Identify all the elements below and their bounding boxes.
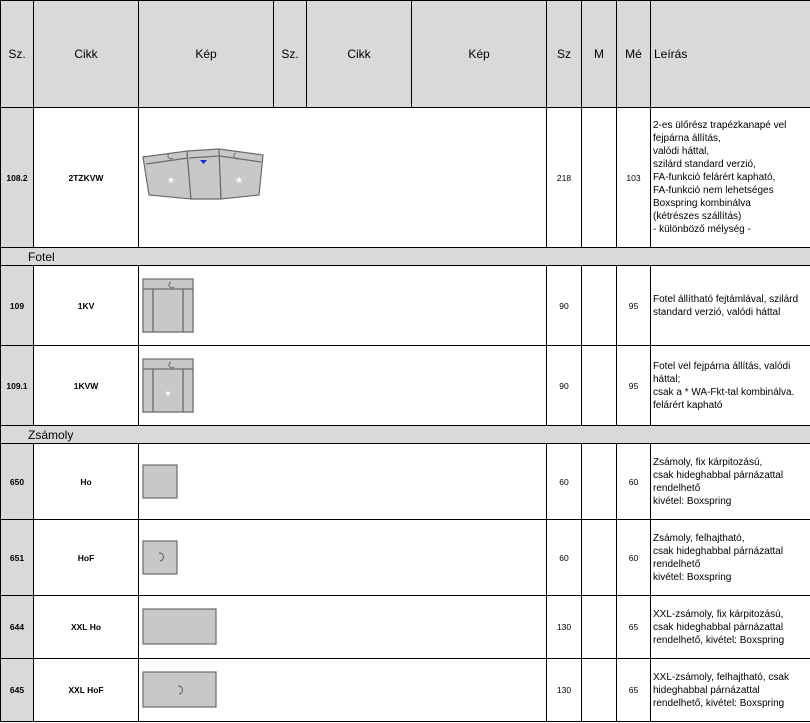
section-title: Fotel bbox=[1, 248, 810, 266]
item-depth: 103 bbox=[617, 108, 651, 248]
item-description: XXL-zsámoly, fix kárpitozású, csak hideghabbal párnázattal rendelhető, kivétel: Boxspring bbox=[651, 596, 810, 659]
item-code: 109 bbox=[1, 266, 34, 346]
table-row bbox=[1, 266, 810, 346]
item-article: XXL Ho bbox=[34, 596, 139, 659]
item-code: 644 bbox=[1, 596, 34, 659]
item-code: 108.2 bbox=[1, 108, 34, 248]
table-row bbox=[1, 108, 810, 248]
item-description: Fotel állítható fejtámlával, szilárd standard verzió, valódi háttal bbox=[651, 266, 810, 346]
item-code: 109.1 bbox=[1, 346, 34, 426]
trapezoid-two-seat-sofa-icon bbox=[141, 147, 271, 209]
item-width: 218 bbox=[547, 108, 582, 248]
table-row bbox=[1, 520, 810, 596]
item-article: 2TZKVW bbox=[34, 108, 139, 248]
header-sz: Sz. bbox=[1, 1, 34, 108]
item-depth: 60 bbox=[617, 520, 651, 596]
item-depth: 95 bbox=[617, 266, 651, 346]
item-description: Fotel vel fejpárna állítás, valódi háttal; csak a * WA-Fkt-tal kombinálva. felárért kapható bbox=[651, 346, 810, 426]
header-height: M bbox=[582, 1, 617, 108]
item-depth: 60 bbox=[617, 444, 651, 520]
item-image bbox=[139, 266, 547, 346]
item-width: 130 bbox=[547, 596, 582, 659]
item-image bbox=[139, 659, 547, 722]
item-code: 645 bbox=[1, 659, 34, 722]
item-depth: 65 bbox=[617, 596, 651, 659]
item-width: 60 bbox=[547, 444, 582, 520]
item-description: 2-es ülőrész trapézkanapé vel fejpárna állítás, valódi háttal, szilárd standard verzió, FA-funkció felárért kapható, FA-funkció nem lehetséges Boxspring kombinálva (kétrészes szállítás) - különböző mélység - bbox=[651, 108, 810, 248]
table-row bbox=[1, 444, 810, 520]
item-code: 651 bbox=[1, 520, 34, 596]
section-row bbox=[1, 248, 810, 266]
item-article: 1KV bbox=[34, 266, 139, 346]
item-code: 650 bbox=[1, 444, 34, 520]
item-width: 130 bbox=[547, 659, 582, 722]
item-description: Zsámoly, fix kárpitozású, csak hideghabbal párnázattal rendelhető kivétel: Boxspring bbox=[651, 444, 810, 520]
item-height bbox=[582, 596, 617, 659]
table-row bbox=[1, 659, 810, 722]
item-height bbox=[582, 108, 617, 248]
item-height bbox=[582, 659, 617, 722]
item-height bbox=[582, 444, 617, 520]
item-width: 60 bbox=[547, 520, 582, 596]
item-width: 90 bbox=[547, 346, 582, 426]
ottoman-icon bbox=[141, 670, 221, 710]
header-cikk: Cikk bbox=[34, 1, 139, 108]
item-height bbox=[582, 520, 617, 596]
star-icon: ★ bbox=[164, 388, 172, 398]
item-width: 90 bbox=[547, 266, 582, 346]
item-article: HoF bbox=[34, 520, 139, 596]
star-icon: ★ bbox=[234, 174, 244, 185]
ottoman-icon bbox=[141, 607, 221, 647]
item-article: 1KVW bbox=[34, 346, 139, 426]
item-description: XXL-zsámoly, felhajtható, csak hideghabbal párnázattal rendelhető, kivétel: Boxspring bbox=[651, 659, 810, 722]
header-width: Sz bbox=[547, 1, 582, 108]
item-height bbox=[582, 346, 617, 426]
header-sz-2: Sz. bbox=[274, 1, 307, 108]
item-image bbox=[139, 520, 547, 596]
ottoman-icon bbox=[141, 539, 181, 577]
item-image bbox=[139, 444, 547, 520]
table-row bbox=[1, 596, 810, 659]
item-image bbox=[139, 346, 547, 426]
header-cikk-2: Cikk bbox=[307, 1, 412, 108]
star-icon: ★ bbox=[166, 174, 176, 185]
armchair-icon bbox=[141, 357, 201, 415]
armchair-icon bbox=[141, 277, 201, 335]
header-depth: Mé bbox=[617, 1, 651, 108]
item-depth: 95 bbox=[617, 346, 651, 426]
section-title: Zsámoly bbox=[1, 426, 810, 444]
header-kep: Kép bbox=[139, 1, 274, 108]
section-row bbox=[1, 426, 810, 444]
item-image bbox=[139, 596, 547, 659]
item-image bbox=[139, 108, 547, 248]
item-depth: 65 bbox=[617, 659, 651, 722]
item-height bbox=[582, 266, 617, 346]
item-article: XXL HoF bbox=[34, 659, 139, 722]
table-row bbox=[1, 346, 810, 426]
header-kep-2: Kép bbox=[412, 1, 547, 108]
ottoman-icon bbox=[141, 463, 181, 501]
item-description: Zsámoly, felhajtható, csak hideghabbal párnázattal rendelhető kivétel: Boxspring bbox=[651, 520, 810, 596]
header-row bbox=[1, 1, 810, 108]
item-article: Ho bbox=[34, 444, 139, 520]
header-description: Leírás bbox=[651, 1, 810, 108]
